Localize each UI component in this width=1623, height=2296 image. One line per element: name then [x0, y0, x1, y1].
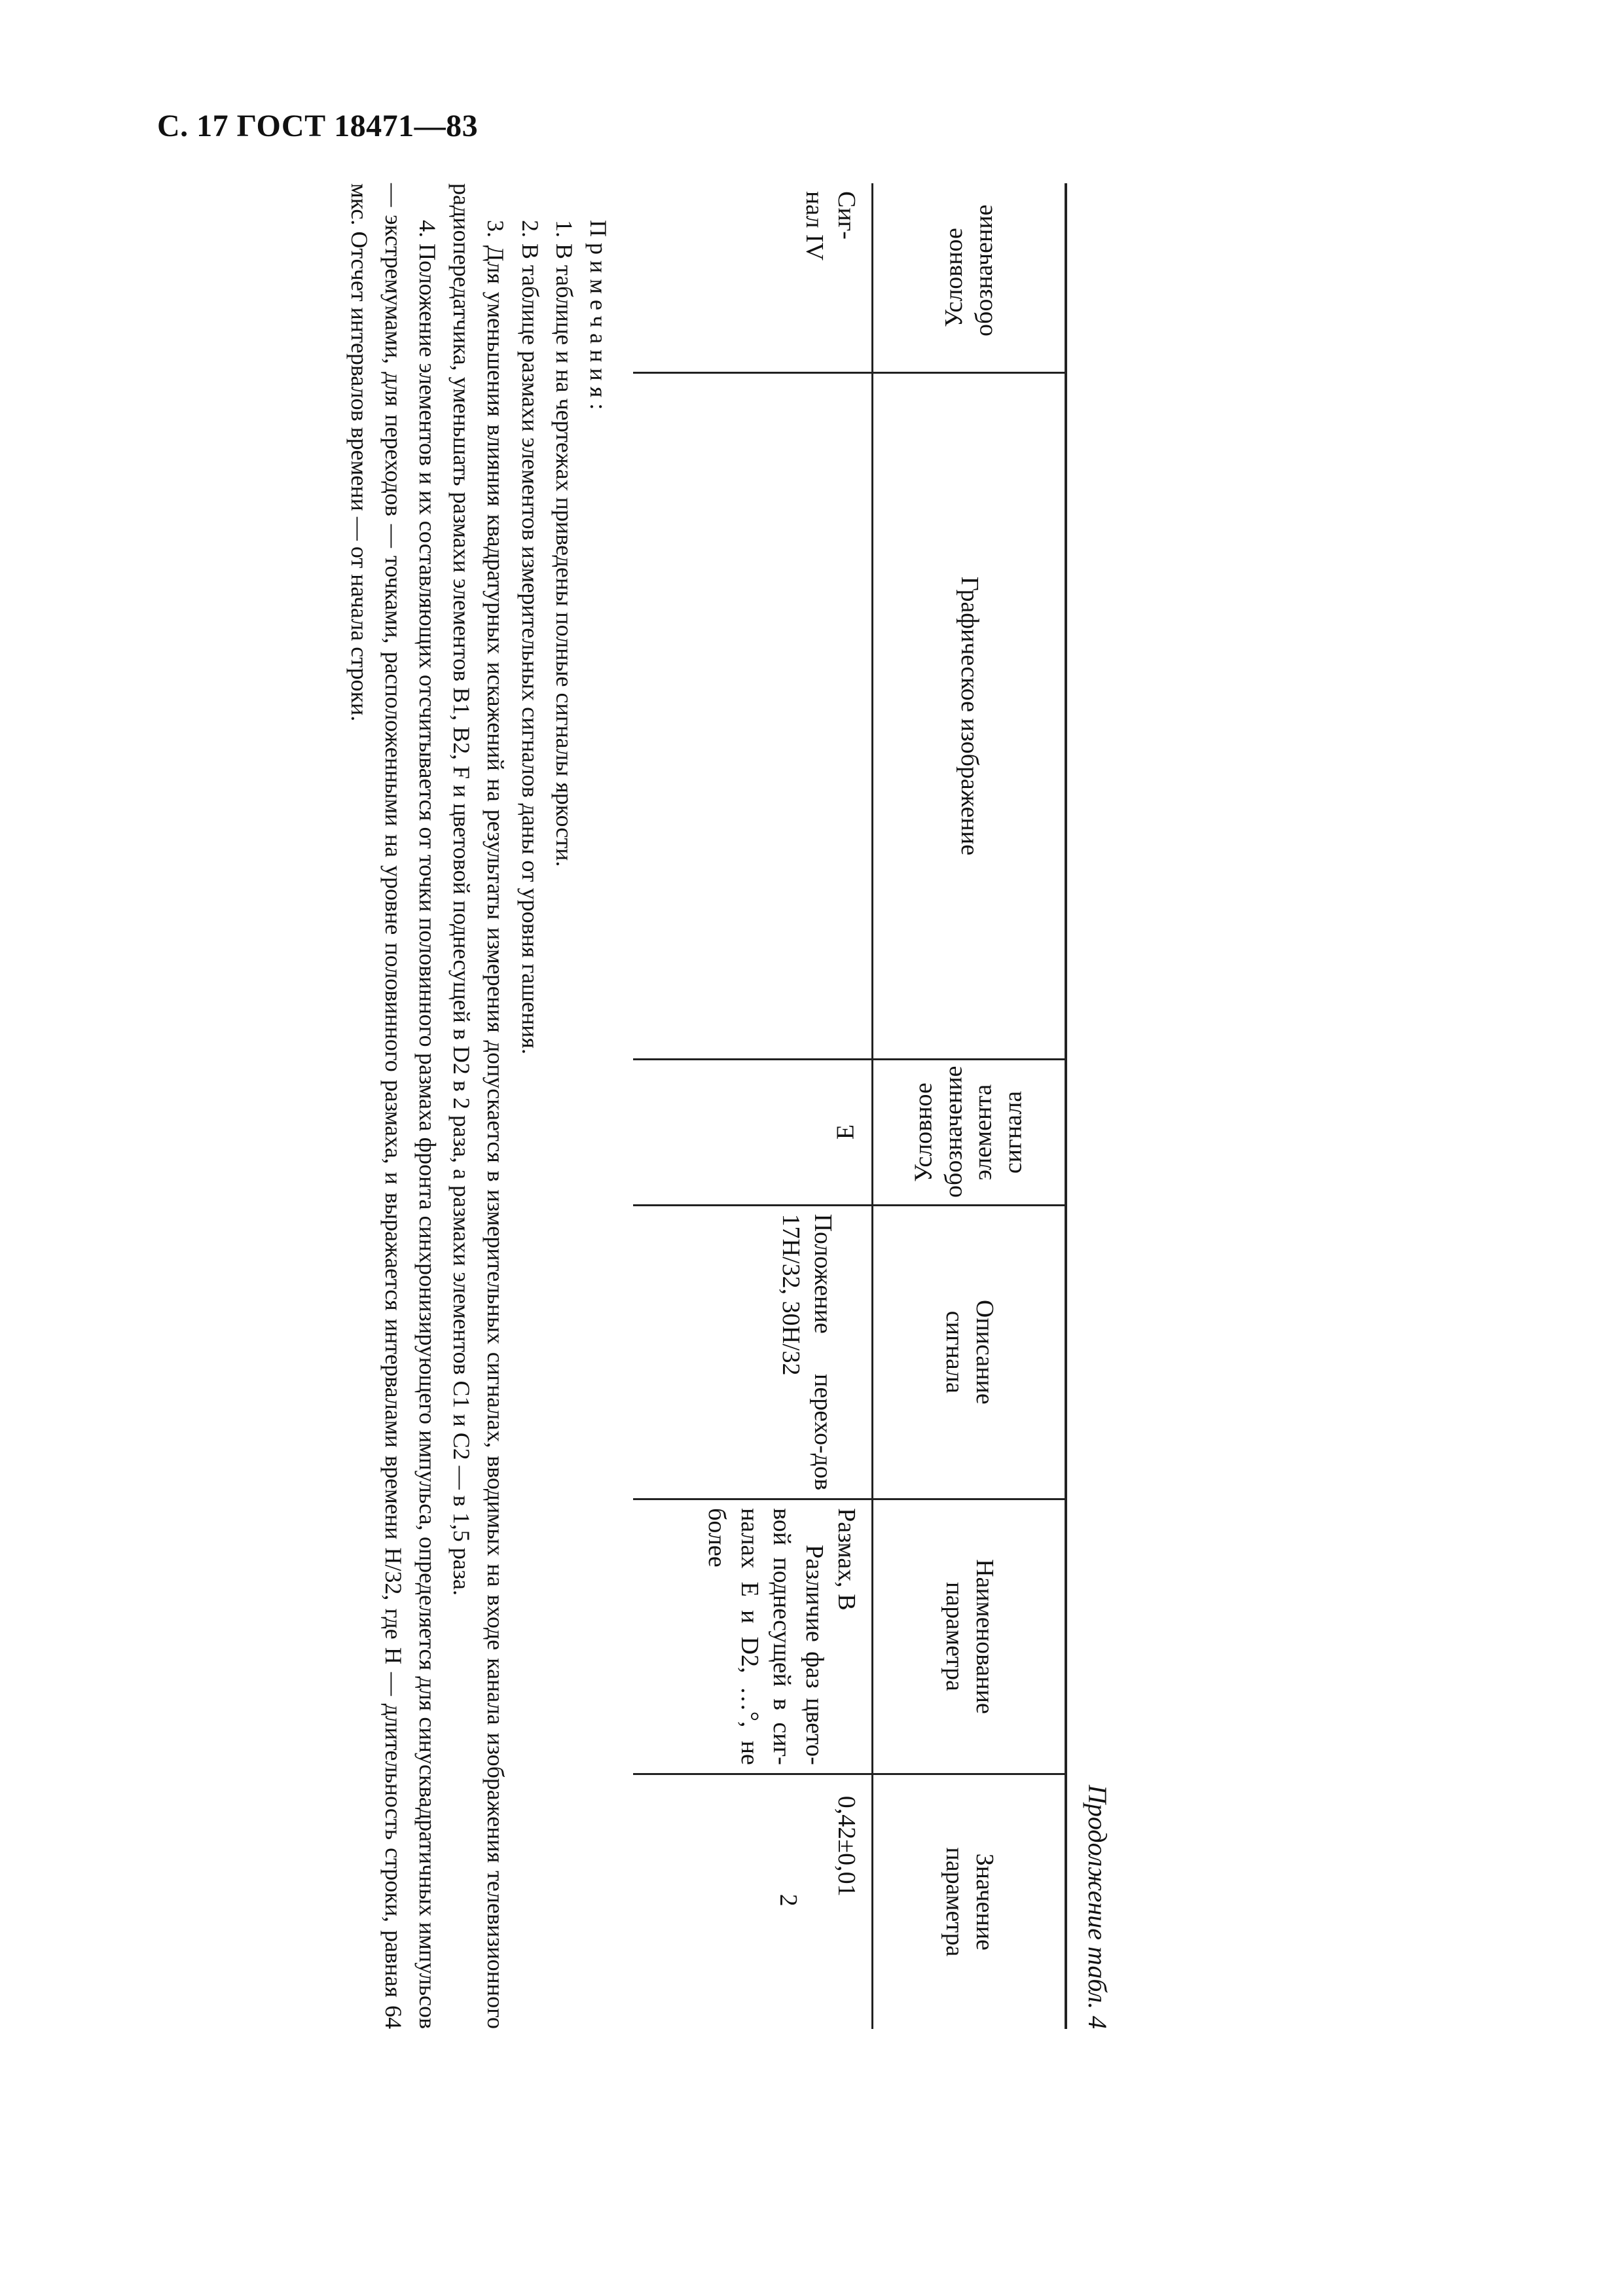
parameter-table	[633, 183, 1067, 2029]
note-item: 4. Положение элементов и их составляющих отсчитывается от точки половинного размаха фронта синхронизирующего импульса, определяется для синусквадратичных импульсов — экстремумами, для переходов — точками, расположенными на уровне половинного размаха, и выражается интервалами времени H/32, где H — длительность строки, равная 64 мкс. Отсчет интервалов времени — от начала строки.	[346, 183, 441, 2029]
page-header: С. 17 ГОСТ 18471—83	[157, 109, 479, 143]
parameter-value-2: 2	[774, 1893, 802, 1907]
header-designation	[873, 183, 1067, 373]
cell-parameter-name	[633, 1499, 873, 1774]
notes-title: Примечания:	[585, 220, 611, 416]
parameter-name-2: Различие фаз цвето-вой поднесущей в сиг-налах Е и D2, …°, не более	[703, 1508, 828, 1765]
header-graphic	[873, 373, 1067, 1059]
cell-parameter-value	[633, 1774, 873, 2029]
cell-graphic	[633, 373, 873, 1059]
note-item: 3. Для уменьшения влияния квадратурных искажений на результаты измерения допускается в измерительных сигналах, вводимых на входе канала изображения телевизионного радиопередатчика, уменьшать размахи элементов В1, В2, F и цветовой поднесущей в D2 в 2 раза, а размахи элементов С1 и С2 — в 1,5 раза.	[448, 183, 509, 2029]
header-signal-description	[873, 1205, 1067, 1499]
signal-designation: Сиг-нал IV	[800, 191, 860, 261]
table-row	[633, 183, 873, 2029]
parameter-value-1: 0,42±0,01	[833, 1795, 860, 1897]
header-parameter-name-label: Наименование параметра	[941, 1559, 998, 1714]
header-parameter-value	[873, 1774, 1067, 2029]
signal-description: Положение перехо-дов 17H/32, 30H/32	[776, 1213, 837, 1491]
parameter-name-1: Размах, В	[833, 1508, 860, 1611]
table-caption: Продолжение табл. 4	[1083, 1784, 1112, 2029]
notes-section	[342, 183, 616, 2029]
header-designation-label: Условное обозначение	[939, 204, 997, 337]
cell-designation	[633, 183, 873, 373]
header-parameter-value-label: Значение параметра	[941, 1847, 998, 1957]
header-element-designation	[873, 1059, 1067, 1205]
note-item: 2. В таблице размахи элементов измерительных сигналов даны от уровня гашения.	[517, 220, 543, 1054]
header-parameter-name	[873, 1499, 1067, 1774]
header-signal-description-label: Описание сигнала	[941, 1299, 998, 1405]
header-element-designation-label: Условное обозначение элемента сигнала	[909, 1066, 1027, 1198]
header-graphic-label: Графическое изображение	[955, 576, 983, 855]
cell-description	[633, 1205, 873, 1499]
table-header-row	[873, 183, 1067, 2029]
cell-element	[633, 1059, 873, 1205]
note-item: 1. В таблице и на чертежах приведены полные сигналы яркости.	[551, 220, 577, 867]
element-designation: Е	[831, 1124, 860, 1140]
rotated-content	[144, 183, 1113, 2029]
